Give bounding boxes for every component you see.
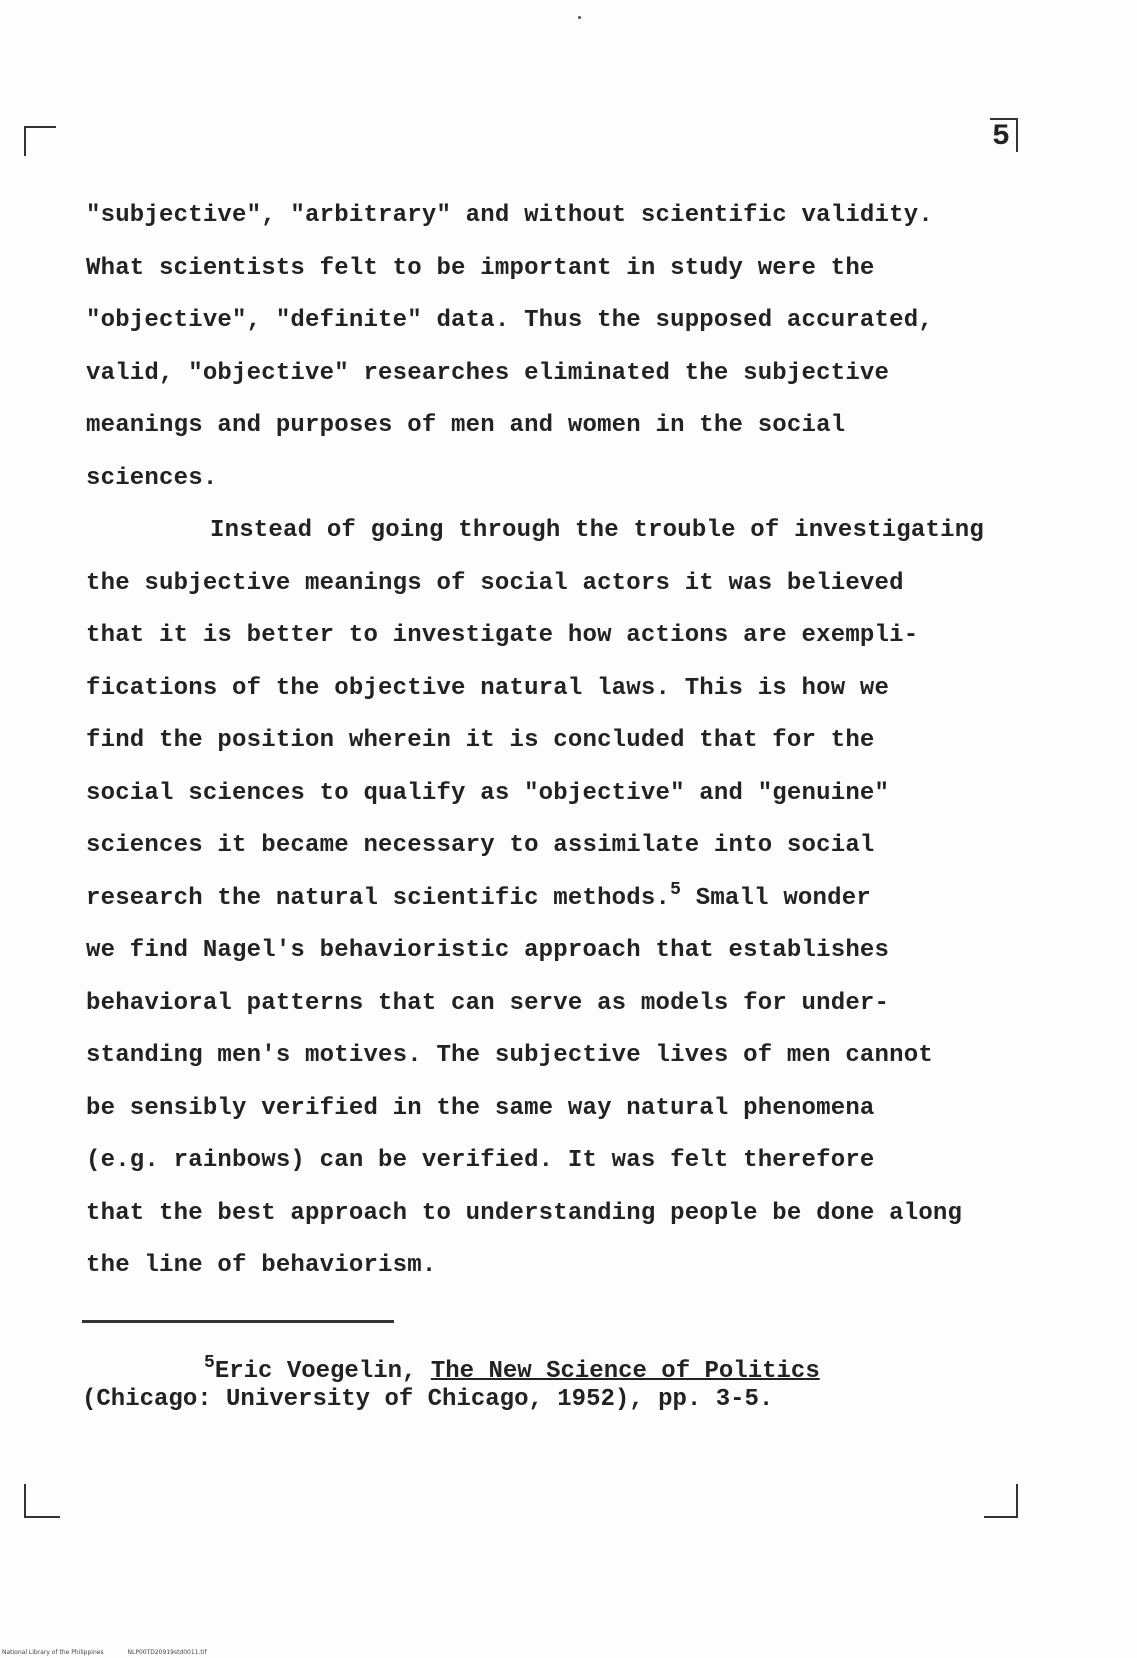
paragraph-1 — [86, 190, 1046, 505]
text-fragment: Small wonder — [681, 884, 871, 912]
text-line: sciences. — [86, 464, 218, 492]
text-line: Instead of going through the trouble of investigating — [210, 517, 984, 544]
page-number: 5 — [990, 118, 1018, 152]
archive-file-name: NLP00TD20919std0011.tif — [127, 1649, 207, 1656]
text-line: fications of the objective natural laws. This is how we — [86, 674, 890, 702]
crop-mark-bottom-right — [984, 1484, 1018, 1518]
footnote-reference: 5 — [670, 879, 682, 900]
text-line: (e.g. rainbows) can be verified. It was felt therefore — [86, 1147, 875, 1174]
text-line: that it is better to investigate how actions are exempli- — [86, 622, 919, 649]
footnote — [82, 1353, 982, 1414]
text-line: "subjective", "arbitrary" and without scientific validity. — [86, 202, 933, 229]
footnote-publication: (Chicago: University of Chicago, 1952), pp. 3-5. — [82, 1386, 774, 1413]
scan-speck — [578, 16, 581, 19]
archive-institution: National Library of the Philippines — [2, 1649, 104, 1656]
footnote-title: The New Science of Politics — [430, 1358, 820, 1385]
paragraph-2 — [86, 505, 1046, 1293]
text-line: be sensibly verified in the same way natural phenomena — [86, 1094, 875, 1122]
text-line: we find Nagel's behavioristic approach that establishes — [86, 937, 890, 964]
footnote-line — [82, 1353, 982, 1386]
text-fragment: research the natural scientific methods. — [86, 884, 671, 912]
text-line: behavioral patterns that can serve as models for under- — [86, 989, 890, 1017]
footnote-separator — [82, 1320, 394, 1323]
text-line: find the position wherein it is concluded that for the — [86, 727, 875, 754]
text-line: social sciences to qualify as "objective" and "genuine" — [86, 779, 890, 807]
text-line: valid, "objective" researches eliminated the subjective — [86, 359, 890, 387]
text-line: What scientists felt to be important in study were the — [86, 254, 875, 282]
text-line: sciences it became necessary to assimilate into social — [86, 832, 875, 859]
crop-mark-bottom-left — [24, 1484, 60, 1518]
text-line: the line of behaviorism. — [86, 1252, 437, 1279]
text-line: standing men's motives. The subjective lives of men cannot — [86, 1042, 933, 1069]
text-line: "objective", "definite" data. Thus the supposed accurated, — [86, 307, 933, 334]
archive-caption — [2, 1649, 229, 1656]
text-line-with-footnote-ref — [86, 873, 1046, 926]
text-line: the subjective meanings of social actors it was believed — [86, 569, 904, 597]
text-line: meanings and purposes of men and women in the social — [86, 412, 846, 439]
footnote-author: Eric Voegelin, — [214, 1358, 431, 1385]
footnote-marker: 5 — [204, 1353, 215, 1373]
text-line: that the best approach to understanding people be done along — [86, 1199, 963, 1227]
crop-mark-top-left — [24, 126, 56, 156]
